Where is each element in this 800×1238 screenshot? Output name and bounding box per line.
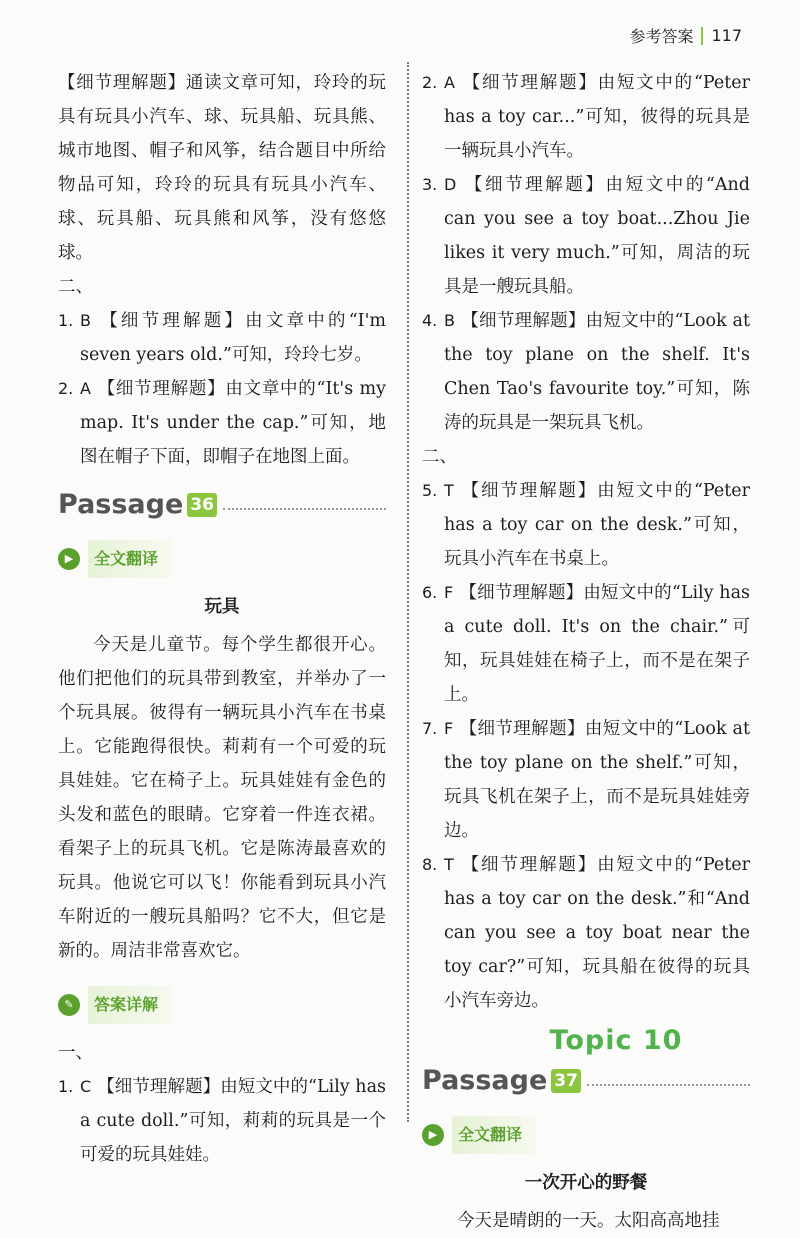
passage-word: Passage [58, 489, 184, 520]
item-explanation: 【细节理解题】由文章中的“I'm seven years old.”可知，玲玲七岁。 [80, 311, 386, 365]
item-answer: F [444, 583, 454, 602]
play-icon: ▶ [422, 1124, 444, 1146]
answer-item [422, 848, 750, 1018]
answer-item [422, 304, 750, 440]
item-explanation: 【细节理解题】由短文中的“Peter has a toy car on the desk.”可知，玩具小汽车在书桌上。 [444, 481, 750, 569]
translation-tag [58, 540, 386, 578]
answer-item [422, 712, 750, 848]
translation-tag-label: 全文翻译 [452, 1116, 536, 1154]
item-answer: C [80, 1077, 92, 1096]
item-number: 5. [422, 481, 438, 500]
item-number: 1. [58, 311, 74, 330]
story-text: 今天是晴朗的一天。太阳高高地挂 [457, 1211, 720, 1231]
item-explanation: 【细节理解题】由短文中的“Peter has a toy car...”可知，彼得的玩具是一辆玩具小汽车。 [444, 73, 750, 161]
item-number: 2. [422, 73, 438, 92]
item-answer: A [80, 379, 91, 398]
answer-item [422, 168, 750, 304]
heading-dotted-rule [223, 508, 386, 510]
item-explanation: 【细节理解题】由短文中的“Look at the toy plane on the shelf.”可知，玩具飞机在架子上，而不是玩具娃娃旁边。 [444, 719, 750, 841]
item-number: 1. [58, 1077, 74, 1096]
passage-number-badge: 36 [187, 493, 217, 517]
item-explanation: 【细节理解题】由短文中的“And can you see a toy boat...Zhou Jie likes it very much.”可知，周洁的玩具是一艘玩具船。 [444, 175, 750, 297]
passage-37-heading [422, 1064, 750, 1098]
item-explanation: 【细节理解题】由文章中的“It's my map. It's under the cap.”可知，地图在帽子下面，即帽子在地图上面。 [80, 379, 386, 467]
right-column [422, 66, 750, 1238]
answer-item [58, 304, 386, 372]
intro-paragraph: 【细节理解题】通读文章可知，玲玲的玩具有玩具小汽车、球、玩具船、玩具熊、城市地图、帽子和风筝，结合题目中所给物品可知，玲玲的玩具有玩具小汽车、球、玩具船、玩具熊和风筝，没有悠悠球。 [58, 73, 386, 263]
item-number: 7. [422, 719, 438, 738]
section-one-label: 一、 [58, 1043, 93, 1063]
answer-item [422, 576, 750, 712]
answer-item [422, 474, 750, 576]
story-title: 一次开心的野餐 [524, 1173, 648, 1193]
item-answer: B [80, 311, 91, 330]
answer-tag-label: 答案详解 [88, 986, 172, 1024]
translation-tag-label: 全文翻译 [88, 540, 172, 578]
answer-item [58, 1070, 386, 1172]
heading-dotted-rule [587, 1084, 750, 1086]
leaf-icon: ✎ [58, 994, 80, 1016]
header-title: 参考答案 [629, 27, 694, 46]
item-answer: T [444, 855, 454, 874]
item-explanation: 【细节理解题】由短文中的“Peter has a toy car on the desk.”和“And can you see a toy boat near the toy car?”可知，玩具船在彼得的玩具小汽车旁边。 [444, 855, 750, 1011]
page-number: 117 [711, 26, 742, 45]
passage-word: Passage [422, 1065, 548, 1096]
topic-heading: Topic 10 [549, 1025, 683, 1056]
item-explanation: 【细节理解题】由短文中的“Look at the toy plane on the shelf. It's Chen Tao's favourite toy.”可知，陈涛的玩具是一架玩具飞机。 [444, 311, 750, 433]
answer-item [58, 372, 386, 474]
section-two-label: 二、 [422, 447, 457, 467]
item-number: 4. [422, 311, 438, 330]
left-column [58, 66, 386, 1172]
header-separator [701, 27, 703, 45]
item-answer: D [444, 175, 457, 194]
translation-tag [422, 1116, 750, 1154]
item-explanation: 【细节理解题】由短文中的“Lily has a cute doll. It's on the chair.”可知，玩具娃娃在椅子上，而不是在架子上。 [444, 583, 750, 705]
item-answer: A [444, 73, 455, 92]
passage-number-badge: 37 [551, 1069, 581, 1093]
item-answer: T [444, 481, 454, 500]
play-icon: ▶ [58, 548, 80, 570]
answer-item [422, 66, 750, 168]
item-number: 3. [422, 175, 438, 194]
section-two-label: 二、 [58, 277, 93, 297]
story-text: 今天是儿童节。每个学生都很开心。他们把他们的玩具带到教室，并举办了一个玩具展。彼得有一辆玩具小汽车在书桌上。它能跑得很快。莉莉有一个可爱的玩具娃娃。它在椅子上。玩具娃娃有金色的头发和蓝色的眼睛。它穿着一件连衣裙。看架子上的玩具飞机。它是陈涛最喜欢的玩具。他说它可以飞！你能看到玩具小汽车附近的一艘玩具船吗？它不大，但它是新的。周洁非常喜欢它。 [58, 635, 386, 961]
item-answer: F [444, 719, 454, 738]
answer-list [58, 304, 386, 474]
passage-36-heading [58, 488, 386, 522]
story-title: 玩具 [204, 597, 240, 617]
item-explanation: 【细节理解题】由短文中的“Lily has a cute doll.”可知，莉莉的玩具是一个可爱的玩具娃娃。 [80, 1077, 386, 1165]
column-divider [407, 62, 409, 1122]
item-answer: B [444, 311, 455, 330]
item-number: 6. [422, 583, 438, 602]
item-number: 8. [422, 855, 438, 874]
page-header [629, 24, 742, 47]
item-number: 2. [58, 379, 74, 398]
answer-tag [58, 986, 386, 1024]
